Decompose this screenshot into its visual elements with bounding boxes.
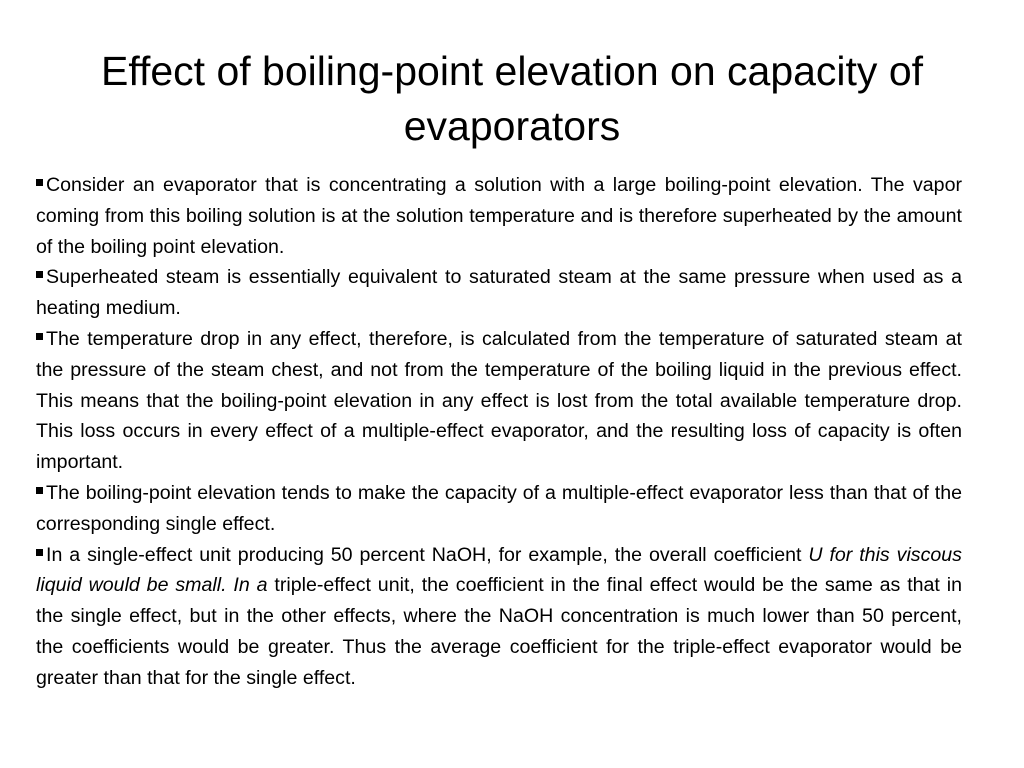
bullet-text: Consider an evaporator that is concentrating a solution with a large boiling-point elevation. The vapor coming from this boiling solution is at the solution temperature and is therefore superheated by the amount of the boiling point elevation. [36, 174, 962, 258]
bullet-item [36, 170, 962, 262]
square-bullet-icon [36, 487, 43, 494]
square-bullet-icon [36, 333, 43, 340]
square-bullet-icon [36, 179, 43, 186]
bullet-text: Superheated steam is essentially equivalent to saturated steam at the same pressure when used as a heating medium. [36, 266, 962, 320]
bullet-text: In a single-effect unit producing 50 percent NaOH, for example, the overall coefficient [46, 543, 809, 566]
slide-body [36, 170, 962, 694]
bullet-item [36, 324, 962, 478]
bullet-text: The boiling-point elevation tends to make the capacity of a multiple-effect evaporator less than that of the corresponding single effect. [36, 481, 962, 535]
bullet-text: The temperature drop in any effect, therefore, is calculated from the temperature of saturated steam at the pressure of the steam chest, and not from the temperature of the boiling liquid in the previous effect. This means that the boiling-point elevation in any effect is lost from the total available temperature drop. This loss occurs in every effect of a multiple-effect evaporator, and the resulting loss of capacity is often important. [36, 327, 962, 474]
bullet-item [36, 262, 962, 324]
bullet-item [36, 540, 962, 694]
bullet-item [36, 478, 962, 540]
bullet-text: triple-effect unit, the coefficient in the final effect would be the same as that in the single effect, but in the other effects, where the NaOH concentration is much lower than 50 percent, the coefficients would be greater. Thus the average coefficient for the triple-effect evaporator would be greater than that for the single effect. [36, 574, 962, 689]
bullet-text-italic: U for this viscous liquid would be small. In a [36, 543, 962, 597]
slide-title: Effect of boiling-point elevation on capacity of evaporators [100, 48, 924, 149]
square-bullet-icon [36, 271, 43, 278]
square-bullet-icon [36, 549, 43, 556]
